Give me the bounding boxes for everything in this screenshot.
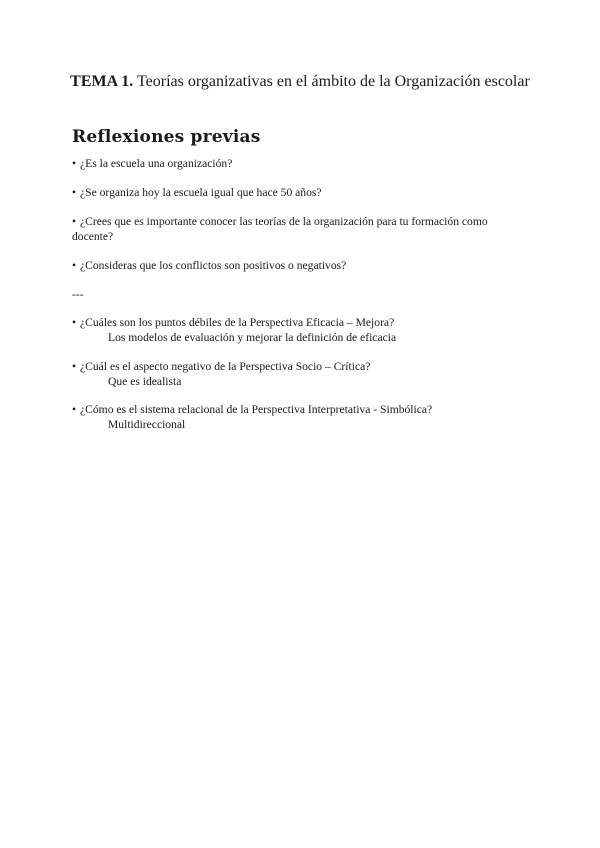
question-text: ¿Es la escuela una organización?	[80, 157, 233, 170]
bullet-icon: •	[72, 360, 77, 373]
bullet-icon: •	[72, 215, 77, 228]
qa-question	[72, 315, 522, 330]
question-text: ¿Se organiza hoy la escuela igual que hace 50 años?	[80, 186, 322, 199]
bullet-icon: •	[72, 157, 77, 170]
separator: ---	[72, 288, 84, 301]
bullet-icon: •	[72, 259, 77, 272]
question-text: ¿Consideras que los conflictos son positivos o negativos?	[80, 259, 347, 272]
document-title	[70, 72, 530, 91]
qa-answer: Multidireccional	[108, 418, 186, 431]
question-text: ¿Crees que es importante conocer las teorías de la organización para tu formación como docente?	[72, 215, 488, 243]
question-text: ¿Cuáles son los puntos débiles de la Perspectiva Eficacia – Mejora?	[80, 316, 395, 329]
question-text: ¿Cómo es el sistema relacional de la Perspectiva Interpretativa - Simbólica?	[80, 403, 433, 416]
question-item	[72, 258, 522, 273]
section-heading: Reflexiones previas	[72, 127, 261, 147]
qa-question	[72, 359, 522, 374]
question-text: ¿Cuál es el aspecto negativo de la Perspectiva Socio – Crítica?	[80, 360, 371, 373]
qa-answer: Los modelos de evaluación y mejorar la definición de eficacia	[108, 331, 397, 344]
qa-answer: Que es idealista	[108, 375, 182, 388]
bullet-icon: •	[72, 186, 77, 199]
title-topic-name: Teorías organizativas en el ámbito de la Organización escolar	[133, 73, 530, 90]
question-item	[72, 156, 522, 171]
question-item	[72, 185, 522, 200]
question-item	[72, 214, 522, 244]
title-topic-number: TEMA 1.	[70, 73, 134, 90]
bullet-icon: •	[72, 316, 77, 329]
bullet-icon: •	[72, 403, 77, 416]
qa-question	[72, 402, 522, 417]
